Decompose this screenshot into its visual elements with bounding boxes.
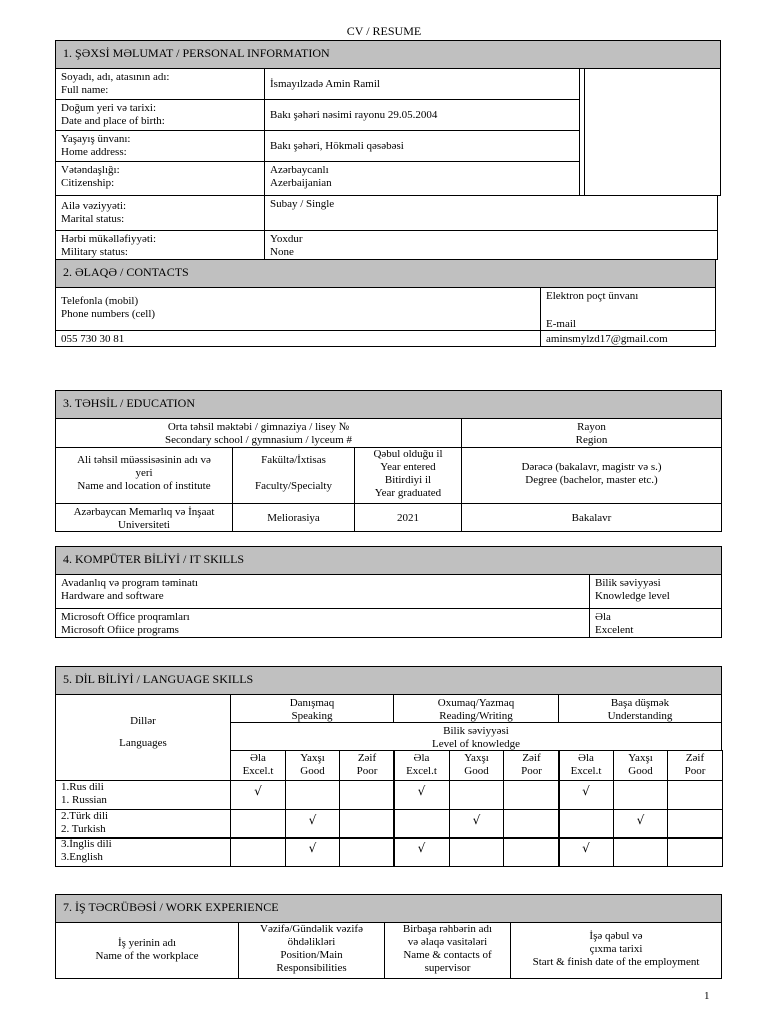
section-header-contacts: 2. ƏLAQƏ / CONTACTS — [55, 259, 716, 288]
level-header: Yaxşı Good — [285, 750, 340, 781]
page-number: 1 — [704, 990, 710, 1002]
personal-label: Vətəndaşlığı: Citizenship: — [55, 161, 265, 196]
ms-office-value: Microsoft Office proqramları Microsoft Ofiice programs — [55, 608, 590, 638]
degree-header: Dərəcə (bakalavr, magistr və s.) Degree (bachelor, master etc.) — [461, 447, 722, 504]
level-cell — [393, 780, 450, 810]
level-header: Zəif Poor — [339, 750, 395, 781]
check-mark: √ — [582, 784, 590, 798]
check-mark: √ — [417, 784, 426, 798]
level-cell — [667, 837, 723, 867]
level-cell — [503, 780, 560, 810]
level-cell — [285, 809, 340, 839]
faculty-value: Meliorasiya — [232, 503, 355, 532]
phone-label: Telefonla (mobil) Phone numbers (cell) — [55, 287, 541, 331]
level-header: Zəif Poor — [667, 750, 723, 781]
dates-header: İşə qəbul və çıxma tarixi Start & finish date of the employment — [510, 922, 722, 979]
ms-office-level: Əla Excelent — [589, 608, 722, 638]
check-mark: √ — [417, 841, 426, 855]
section-header-education: 3. TƏHSİL / EDUCATION — [55, 390, 722, 419]
school-header: Orta təhsil məktəbi / gimnaziya / lisey № Secondary school / gymnasium / lyceum # — [55, 418, 462, 448]
supervisor-header: Birbaşa rəhbərin adı və əlaqə vasitələri Name & contacts of supervisor — [384, 922, 511, 979]
level-cell — [339, 780, 395, 810]
level-cell — [230, 837, 286, 867]
level-cell — [558, 780, 614, 810]
language-name: 2.Türk dili 2. Turkish — [55, 809, 231, 839]
check-mark: √ — [254, 784, 262, 798]
speaking-header: Danışmaq Speaking — [230, 694, 394, 723]
check-mark: √ — [582, 841, 590, 855]
level-cell — [503, 809, 560, 839]
email-label: Elektron poçt ünvanı E-mail — [540, 287, 716, 331]
check-mark: √ — [636, 813, 645, 827]
level-cell — [558, 837, 614, 867]
level-cell — [667, 809, 723, 839]
region-header: Rayon Region — [461, 418, 722, 448]
level-cell — [285, 780, 340, 810]
level-cell — [613, 809, 668, 839]
level-cell — [449, 809, 504, 839]
level-cell — [449, 837, 504, 867]
language-name: 1.Rus dili 1. Russian — [55, 780, 231, 810]
personal-label: Yaşayış ünvanı: Home address: — [55, 130, 265, 162]
degree-value: Bakalavr — [461, 503, 722, 532]
personal-value: Azərbaycanlı Azerbaijanian — [264, 161, 580, 196]
level-header: Zəif Poor — [503, 750, 560, 781]
level-cell — [667, 780, 723, 810]
personal-value: Bakı şəhəri, Hökməli qəsəbəsi — [264, 130, 580, 162]
section-header-languages: 5. DİL BİLİYİ / LANGUAGE SKILLS — [55, 666, 722, 695]
institute-header: Ali təhsil müəssisəsinin adı və yeri Name and location of institute — [55, 447, 233, 504]
level-header: Yaxşı Good — [613, 750, 668, 781]
hardware-header: Avadanlıq və program təminatı Hardware and software — [55, 574, 590, 609]
personal-value: İsmayılzadə Amin Ramil — [264, 68, 580, 100]
position-header: Vəzifə/Gündəlik vəzifə öhdəlikləri Position/Main Responsibilities — [238, 922, 385, 979]
personal-value: Yoxdur None — [264, 230, 718, 260]
personal-value: Subay / Single — [264, 195, 718, 231]
level-cell — [558, 809, 614, 839]
level-cell — [339, 809, 395, 839]
faculty-header: Fakültə/İxtisas Faculty/Specialty — [232, 447, 355, 504]
knowledge-header: Bilik səviyyəsi Level of knowledge — [230, 722, 722, 751]
level-cell — [230, 780, 286, 810]
level-header: Əla Excel.t — [558, 750, 614, 781]
personal-label: Ailə vəziyyəti: Marital status: — [55, 195, 265, 231]
workplace-header: İş yerinin adı Name of the workplace — [55, 922, 239, 979]
level-cell — [339, 837, 395, 867]
level-cell — [613, 837, 668, 867]
level-cell — [613, 780, 668, 810]
photo-box — [584, 68, 721, 196]
page-title: CV / RESUME — [346, 24, 422, 38]
personal-label: Hərbi mükəlləfiyyəti: Military status: — [55, 230, 265, 260]
personal-label: Soyadı, adı, atasının adı: Full name: — [55, 68, 265, 100]
level-header: Əla Excel.t — [393, 750, 450, 781]
level-cell — [393, 809, 450, 839]
section-header-personal: 1. ŞƏXSİ MƏLUMAT / PERSONAL INFORMATION — [55, 40, 721, 69]
knowledge-level-header: Bilik səviyyəsi Knowledge level — [589, 574, 722, 609]
understanding-header: Başa düşmək Understanding — [558, 694, 722, 723]
reading-header: Oxumaq/Yazmaq Reading/Writing — [393, 694, 559, 723]
check-mark: √ — [472, 813, 481, 827]
level-cell — [449, 780, 504, 810]
phone-value: 055 730 30 81 — [55, 330, 541, 347]
level-cell — [230, 809, 286, 839]
section-header-it-skills: 4. KOMPÜTER BİLİYİ / IT SKILLS — [55, 546, 722, 575]
year-value: 2021 — [354, 503, 462, 532]
level-cell — [285, 837, 340, 867]
email-value: aminsmylzd17@gmail.com — [540, 330, 716, 347]
languages-header: Dillər Languages — [55, 694, 231, 781]
level-cell — [503, 837, 560, 867]
check-mark: √ — [308, 841, 317, 855]
institute-value: Azərbaycan Memarlıq və İnşaat Universiteti — [55, 503, 233, 532]
language-name: 3.İnglis dili 3.English — [55, 837, 231, 867]
level-header: Yaxşı Good — [449, 750, 504, 781]
check-mark: √ — [308, 813, 317, 827]
year-header: Qəbul olduğu il Year entered Bitirdiyi il Year graduated — [354, 447, 462, 504]
level-header: Əla Excel.t — [230, 750, 286, 781]
personal-value: Bakı şəhəri nəsimi rayonu 29.05.2004 — [264, 99, 580, 131]
section-header-work: 7. İŞ TƏCRÜBƏSİ / WORK EXPERIENCE — [55, 894, 722, 923]
personal-label: Doğum yeri və tarixi: Date and place of birth: — [55, 99, 265, 131]
level-cell — [393, 837, 450, 867]
